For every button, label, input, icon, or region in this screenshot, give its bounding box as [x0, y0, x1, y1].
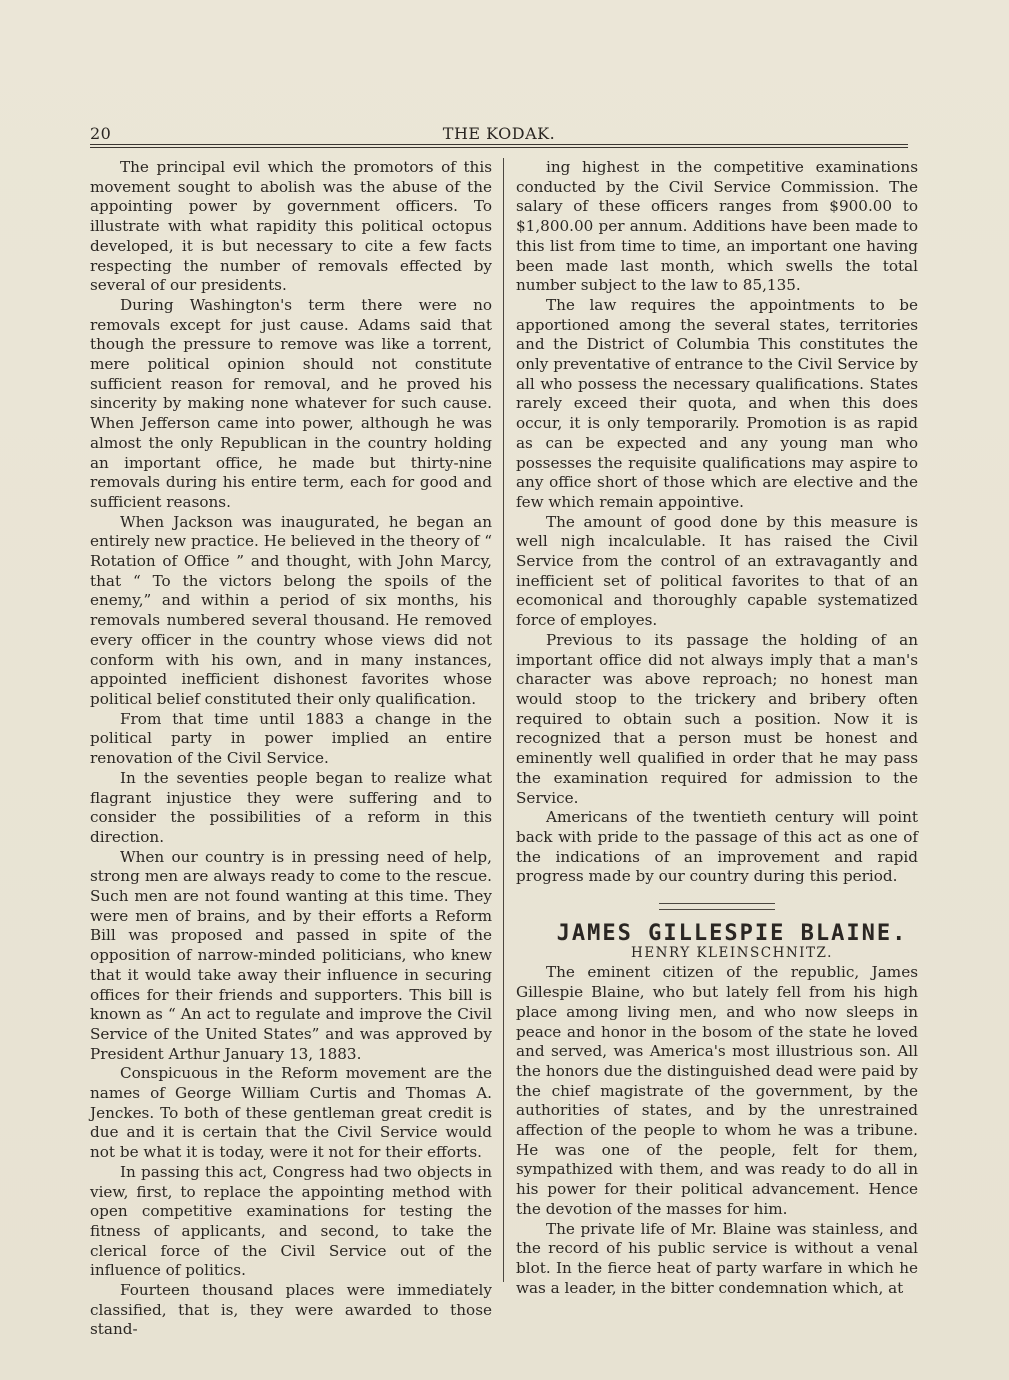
article-author: HENRY KLEINSCHNITZ.: [631, 944, 833, 961]
paragraph: The amount of good done by this measure is well nigh incalculable. It has raised the Civil Service from the control of an extravagantly and inefficient set of political favorites to that of an ecomonical and thoroughly capable systematized force of employes.: [516, 512, 918, 630]
paragraph: During Washington's term there were no removals except for just cause. Adams said that though the pressure to remove was like a torrent, mere political opinion should not constitute sufficient reason for removal, and he proved his sincerity by making none whatever for such cause. When Jefferson came into power, although he was almost the only Republican in the country holding an important office, he made but thirty-nine removals during his entire term, each for good and sufficient reasons.: [90, 295, 492, 511]
publication-title: THE KODAK.: [442, 124, 556, 143]
paragraph: In the seventies people began to realize what flagrant injustice they were suffering and to consider the possibilities of a reform in this direction.: [90, 768, 492, 846]
paragraph: From that time until 1883 a change in the political party in power implied an entire renovation of the Civil Service.: [90, 709, 492, 768]
paragraph: ing highest in the competitive examinations conducted by the Civil Service Commission. The salary of these officers ranges from $900.00 to $1,800.00 per annum. Additions have been made to this list from time to time, an important one having been made last month, which swells the total number subject to the law to 85,135.: [516, 158, 918, 295]
page-header: [90, 124, 908, 146]
header-rule: [90, 144, 908, 145]
column-divider: [503, 158, 504, 1282]
page-number: 20: [90, 124, 112, 143]
paragraph: Previous to its passage the holding of an important office did not always imply that a man's character was above reproach; no honest man would stoop to the trickery and bribery often required to obtain such a position. Now it is recognized that a person must be honest and eminently well qualified in order that he may pass the examination required for admission to the Service.: [516, 630, 918, 807]
paragraph: The principal evil which the promotors of this movement sought to abolish was the abuse of the appointing power by government officers. To illustrate with what rapidity this political octopus developed, it is but necessary to cite a few facts respecting the number of removals effected by several of our presidents.: [90, 158, 492, 295]
paragraph: In passing this act, Congress had two objects in view, first, to replace the appointing method with open competitive examinations for testing the fitness of applicants, and second, to take the clerical force of the Civil Service out of the influence of politics.: [90, 1162, 492, 1280]
paragraph: The private life of Mr. Blaine was stainless, and the record of his public service is without a venal blot. In the fierce heat of party warfare in which he was a leader, in the bitter condemnation which, at: [516, 1219, 918, 1297]
paragraph: Conspicuous in the Reform movement are the names of George William Curtis and Thomas A. Jenckes. To both of these gentleman great credit is due and it is certain that the Civil Service would not be what it is today, were it not for their efforts.: [90, 1064, 492, 1162]
paragraph: Fourteen thousand places were immediately classified, that is, they were awarded to those stand-: [90, 1281, 492, 1339]
paragraph: The eminent citizen of the republic, James Gillespie Blaine, who but lately fell from his high place among living men, and who now sleeps in peace and honor in the bosom of the state he loved and served, was America's most illustrious son. All the honors due the distinguished dead were paid by the chief magistrate of the government, by the authorities of states, and by the unrestrained affection of the people to whom he was a tribune. He was one of the people, felt for them, sympathized with them, and was ready to do all in his power for their political advancement. Hence the devotion of the masses for him.: [516, 963, 918, 1218]
section-ornament-rule: [659, 903, 775, 910]
paragraph: The law requires the appointments to be apportioned among the several states, territories and the District of Columbia This constitutes the only preventative of entrance to the Civil Service by all who possess the necessary qualifications. States rarely exceed their quota, and when this does occur, it is only temporarily. Promotion is as rapid as can be expected and any young man who possesses the requisite qualifications may aspire to any office short of those which are elective and the few which remain appointive.: [516, 295, 918, 511]
paragraph: Americans of the twentieth century will point back with pride to the passage of this act as one of the indications of an improvement and rapid progress made by our country during this period.: [516, 808, 918, 886]
left-column: [90, 158, 492, 1340]
right-column: [516, 158, 918, 1298]
paragraph: When Jackson was inaugurated, he began an entirely new practice. He believed in the theory of “ Rotation of Office ” and thought, with John Marcy, that “ To the victors belong the spoils of the enemy,” and within a period of six months, his removals numbered several thousand. He removed every officer in the country whose views did not conform with his own, and in many instances, appointed inefficient dishonest favorites whose political belief constituted their only qualification.: [90, 512, 492, 708]
header-rule-secondary: [90, 147, 908, 148]
article-title: JAMES GILLESPIE BLAINE.: [556, 921, 908, 947]
paragraph: When our country is in pressing need of help, strong men are always ready to come to the rescue. Such men are not found wanting at this time. They were men of brains, and by their efforts a Reform Bill was proposed and passed in spite of the opposition of narrow-minded politicians, who knew that it would take away their influence in securing offices for their friends and supporters. This bill is known as “ An act to regulate and improve the Civil Service of the United States” and was approved by President Arthur January 13, 1883.: [90, 847, 492, 1063]
